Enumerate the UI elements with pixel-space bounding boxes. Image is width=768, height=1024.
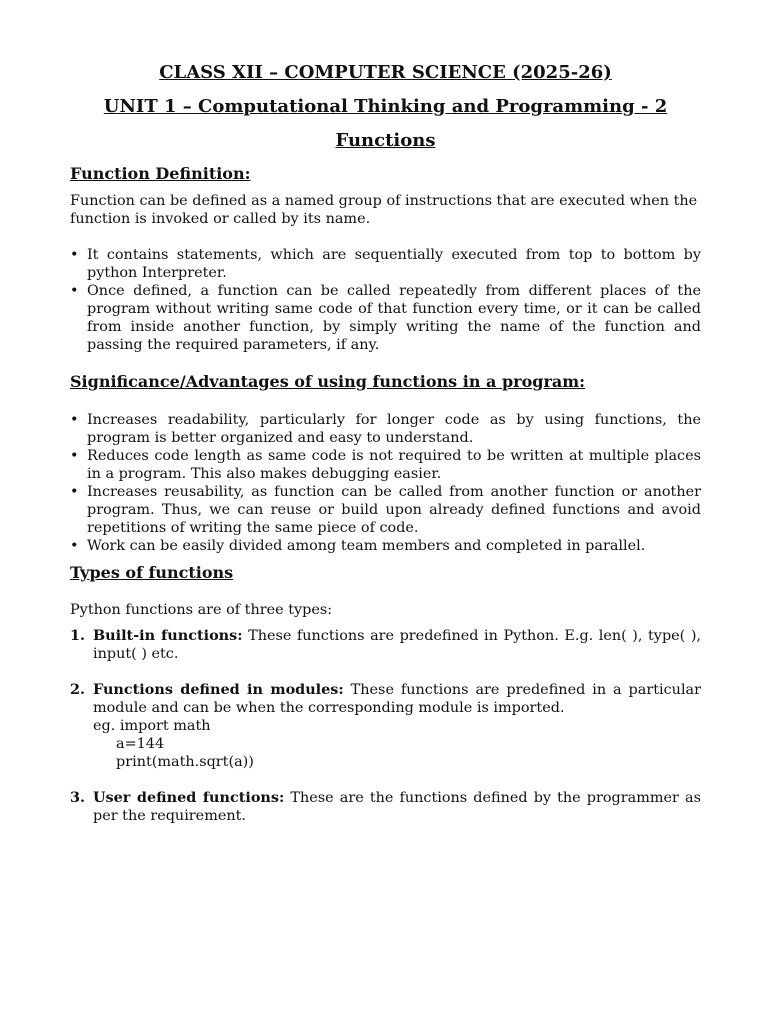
item-number: 2. (70, 681, 86, 698)
advantages-heading: Significance/Advantages of using functions in a program: (70, 372, 586, 391)
code-line: a=144 (116, 736, 165, 752)
list-item: • Once defined, a function can be called repeatedly from different places of the program without writing same code of that function every time, or it can be called from inside another function, by simply writing the name of the function and passing the required parameters, if any. (70, 282, 701, 354)
code-line: print(math.sqrt(a)) (116, 754, 254, 770)
item-label: Built-in functions: (93, 627, 243, 644)
definition-heading: Function Definition: (70, 164, 251, 183)
list-item: • Work can be easily divided among team members and completed in parallel. (70, 537, 701, 555)
types-intro: Python functions are of three types: (70, 602, 333, 618)
list-item (70, 681, 701, 771)
advantages-bullet-list (70, 411, 701, 555)
list-item (70, 627, 701, 663)
definition-bullet-list (70, 246, 701, 354)
types-list (70, 627, 701, 825)
item-label: Functions defined in modules: (93, 681, 344, 698)
item-text: These functions are predefined in Python. E.g. len( ), type( ), input( ) etc. (93, 628, 702, 662)
code-line: eg. import math (93, 718, 211, 734)
list-item (70, 789, 701, 825)
list-item: • Increases reusability, as function can be called from another function or another program. Thus, we can reuse or build upon already defined functions and avoid repetitions of writing the same piece of code. (70, 483, 701, 537)
types-heading: Types of functions (70, 563, 234, 582)
list-item: • It contains statements, which are sequentially executed from top to bottom by python Interpreter. (70, 246, 701, 282)
document-title: CLASS XII – COMPUTER SCIENCE (2025-26) (159, 62, 612, 83)
topic-title: Functions (335, 130, 436, 151)
unit-title: UNIT 1 – Computational Thinking and Programming - 2 (103, 96, 668, 117)
list-item: • Increases readability, particularly for longer code as by using functions, the program is better organized and easy to understand. (70, 411, 701, 447)
item-text: These are the functions defined by the programmer as per the requirement. (93, 790, 701, 824)
item-label: User defined functions: (93, 789, 285, 806)
list-item: • Reduces code length as same code is not required to be written at multiple places in a program. This also makes debugging easier. (70, 447, 701, 483)
item-number: 1. (70, 627, 86, 644)
item-text: These functions are predefined in a particular module and can be when the corresponding module is imported. (93, 682, 702, 716)
definition-intro: Function can be defined as a named group of instructions that are executed when the function is invoked or called by its name. (70, 193, 698, 227)
item-number: 3. (70, 789, 86, 806)
